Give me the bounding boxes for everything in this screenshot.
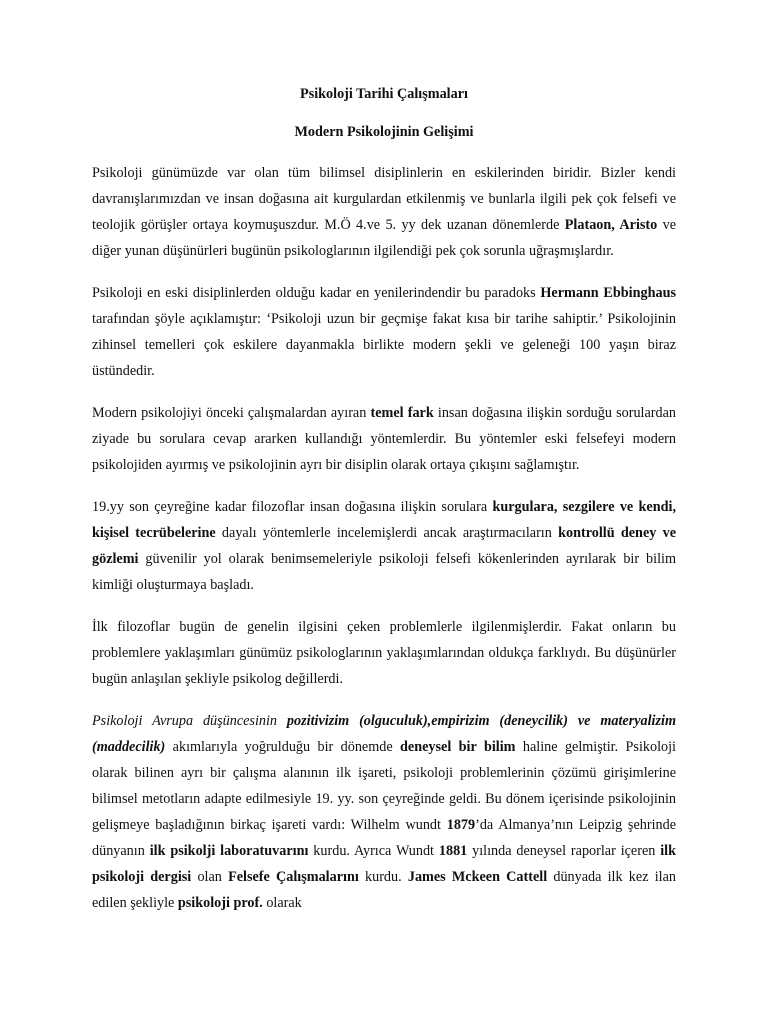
text-run: Psikoloji Avrupa düşüncesinin: [92, 713, 287, 730]
paragraph-3: [92, 400, 676, 478]
paragraph-4: [92, 494, 676, 598]
text-run: kurdu.: [358, 869, 408, 886]
text-run: yılında deneysel raporlar içeren: [467, 843, 661, 860]
text-run: 19.yy son çeyreğine kadar filozoflar insan doğasına ilişkin sorulara: [92, 499, 493, 516]
document-title: Psikoloji Tarihi Çalışmaları: [300, 86, 468, 102]
paragraph-1: [92, 160, 676, 264]
text-run: olan: [191, 869, 229, 886]
text-run: Felsefe Çalışmalarını: [228, 869, 359, 886]
text-run: Modern psikolojiyi önceki çalışmalardan ayıran: [92, 405, 371, 422]
text-run: kurdu. Ayrıca Wundt: [308, 843, 439, 860]
paragraph-5: [92, 614, 676, 692]
text-run: pozitivizim (olguculuk),empirizim (deneycilik) ve materyalizim (maddecilik): [92, 713, 677, 756]
text-run: insan doğasına ilişkin sorduğu sorulardan ziyade bu sorulara cevap ararken kullandığı yöntemlerdir. Bu yöntemler eski felsefeyi modern psikolojiden ayırmış ve psikolojinin ayrı bir disiplin olarak ortaya çıkışını sağlamıştır.: [92, 405, 676, 474]
document-body: [92, 160, 676, 916]
document-subtitle: Modern Psikolojinin Gelişimi: [294, 124, 474, 141]
text-run: deneysel bir bilim: [400, 739, 516, 756]
text-run: ’da Almanya’nın Leipzig şehrinde dünyanın: [92, 817, 676, 860]
text-run: İlk filozoflar bugün de genelin ilgisini çeken problemlerle ilgilenmişlerdir. Fakat onların bu problemlere yaklaşımları günümüz psikologlarının yaklaşımlarından oldukça farklıydı. Bu düşünürler bugün anlaşılan şekliyle psikolog değillerdi.: [92, 619, 676, 688]
text-run: Plataon, Aristo: [564, 217, 658, 234]
text-run: dayalı yöntemlerle incelemişlerdi ancak araştırmacıların: [215, 525, 559, 542]
text-run: Psikoloji en eski disiplinlerden olduğu kadar en yenilerindendir bu paradoks: [92, 285, 541, 302]
text-run: kurgulara, sezgilere ve kendi, kişisel tecrübelerine: [92, 499, 676, 542]
text-run: ve diğer yunan düşünürleri bugünün psikologlarının ilgilendiği pek çok sorunla uğraşmışlardır.: [92, 217, 676, 260]
text-run: olarak: [262, 895, 302, 912]
text-run: James Mckeen Cattell: [407, 869, 548, 886]
text-run: psikoloji prof.: [177, 895, 263, 912]
text-run: Psikoloji günümüzde var olan tüm bilimsel disiplinlerin en eskilerinden biridir. Bizler kendi davranışlarımızdan ve insan doğasına ait kurgulardan etkilenmiş ve bunlarla ilgili pek çok felsefi ve teolojik görüşler ortaya koymuşuszdur. M.Ö 4.ve 5. yy dek uzanan dönemlerde: [92, 165, 676, 234]
text-run: ilk psikoloji dergisi: [92, 843, 676, 886]
paragraph-6: [92, 708, 676, 916]
text-run: dünyada ilk kez ilan edilen şekliyle: [92, 869, 676, 912]
text-run: temel fark: [370, 405, 434, 422]
text-run: akımlarıyla yoğrulduğu bir dönemde: [165, 739, 401, 756]
paragraph-2: [92, 280, 676, 384]
text-run: tarafından şöyle açıklamıştır: ‘Psikoloji uzun bir geçmişe fakat kısa bir tarihe sahiptir.’ Psikolojinin zihinsel temelleri çok eskilere dayanmakla birlikte modern şekli ve geleneği 100 yaşın biraz üstündedir.: [92, 311, 676, 380]
text-run: 1879: [446, 817, 476, 834]
text-run: Hermann Ebbinghaus: [540, 285, 676, 302]
text-run: 1881: [438, 843, 468, 860]
text-run: güvenilir yol olarak benimsemeleriyle psikoloji felsefi kökenlerinden ayrılarak bir bilim kimliği oluşturmaya başladı.: [92, 551, 676, 594]
text-run: ilk psikolji laboratuvarını: [149, 843, 309, 860]
text-run: kontrollü deney ve gözlemi: [92, 525, 676, 568]
text-run: haline gelmiştir. Psikoloji olarak bilinen ayrı bir çalışma alanının ilk işareti, psikoloji problemlerinin çözümü girişimlerine bilimsel metotların adapte edilmesiyle 19. yy. son çeyreğinde geldi. Bu dönem içerisinde psikolojinin gelişmeye başladığının birkaç işareti vardı: Wilhelm wundt: [92, 739, 676, 834]
